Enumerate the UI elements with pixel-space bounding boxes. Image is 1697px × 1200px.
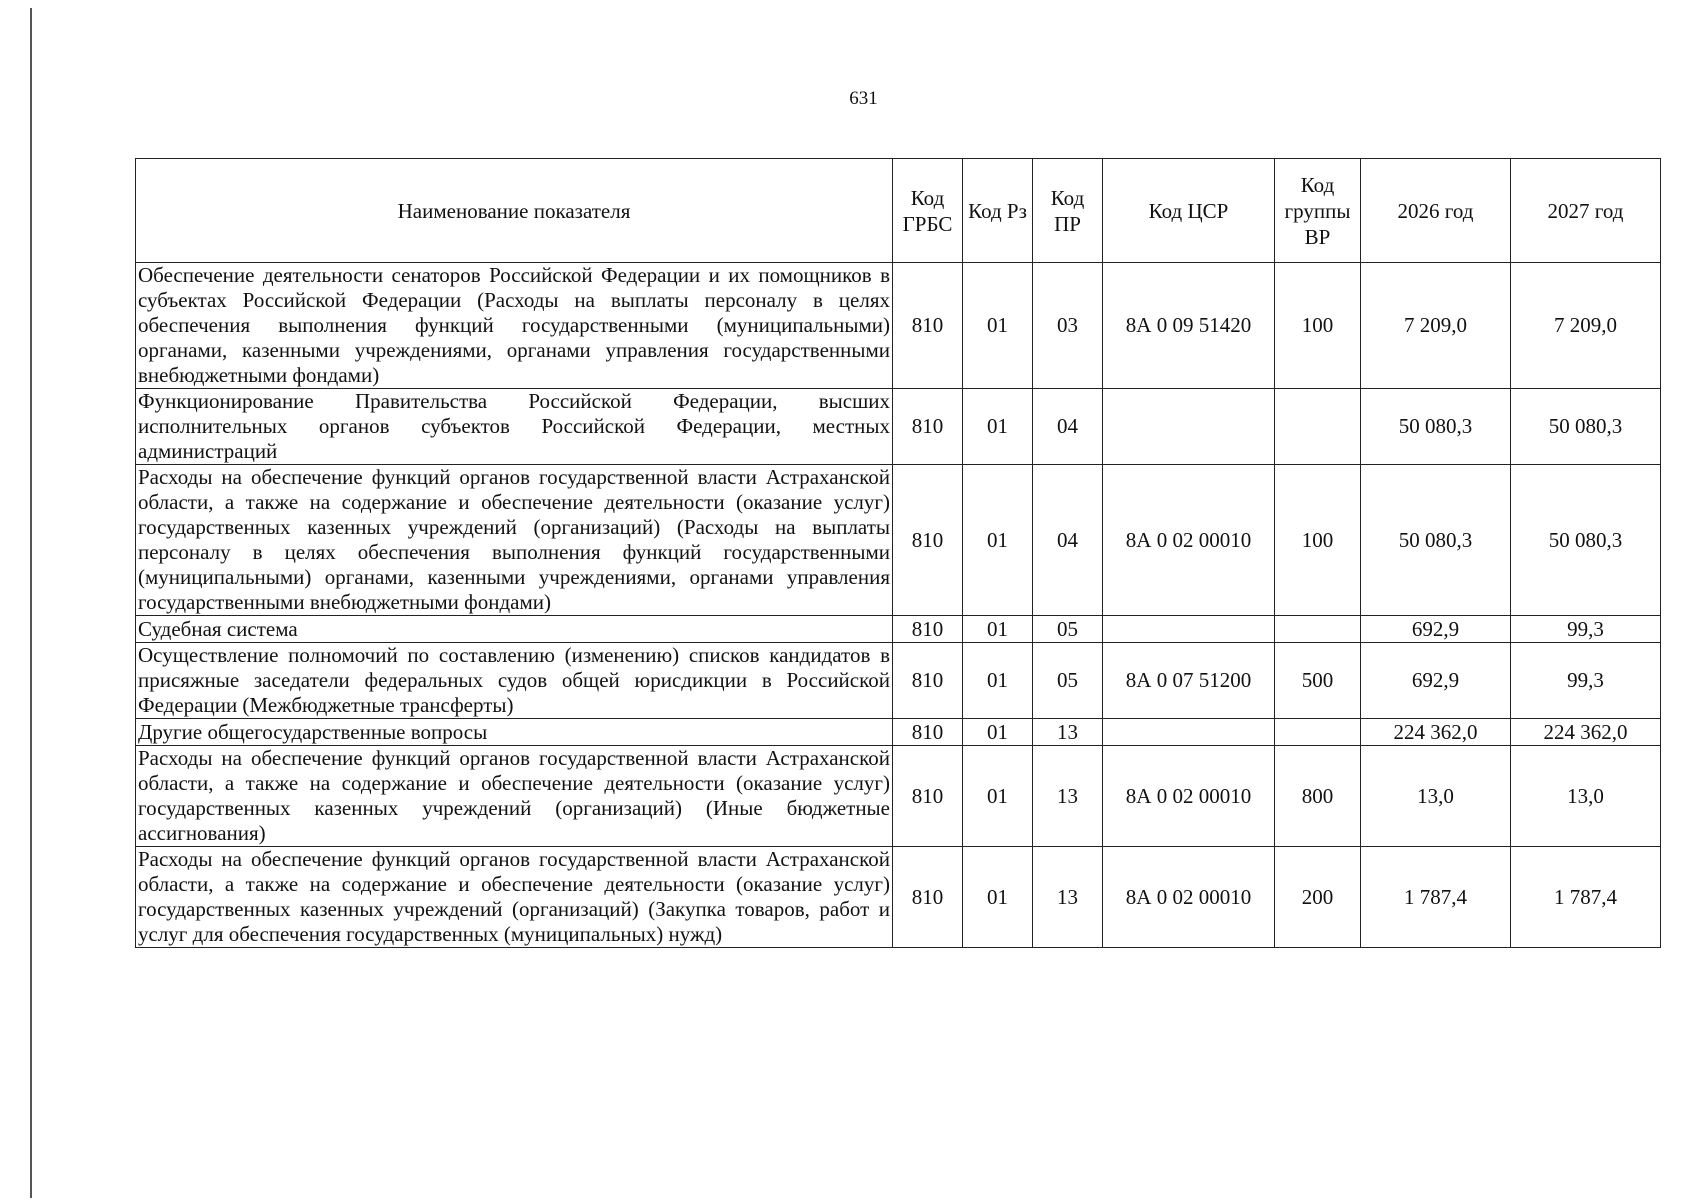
row-rz: 01 [963, 263, 1033, 389]
row-2027: 50 080,3 [1511, 465, 1661, 616]
row-grbs: 810 [893, 643, 963, 719]
row-csr [1103, 389, 1275, 465]
row-vr [1275, 616, 1361, 643]
row-pr: 04 [1033, 389, 1103, 465]
page-number: 631 [849, 88, 878, 109]
row-grbs: 810 [893, 465, 963, 616]
row-pr: 05 [1033, 616, 1103, 643]
row-2026: 50 080,3 [1361, 465, 1511, 616]
row-pr: 05 [1033, 643, 1103, 719]
row-2027: 50 080,3 [1511, 389, 1661, 465]
row-rz: 01 [963, 616, 1033, 643]
row-2026: 7 209,0 [1361, 263, 1511, 389]
header-name: Наименование показателя [136, 159, 893, 263]
row-vr: 100 [1275, 263, 1361, 389]
row-grbs: 810 [893, 847, 963, 948]
row-vr: 200 [1275, 847, 1361, 948]
table-row [136, 465, 1661, 616]
row-2026: 1 787,4 [1361, 847, 1511, 948]
budget-table [135, 158, 1661, 948]
row-grbs: 810 [893, 263, 963, 389]
row-name: Расходы на обеспечение функций органов государственной власти Астраханской области, а также на содержание и обеспечение деятельности (оказание услуг) государственных казенных учреждений (организаций) (Расходы на выплаты персоналу в целях обеспечения выполнения функций государственными (муниципальными) органами, казенными учреждениями, органами управления государственными внебюджетными фондами) [136, 465, 893, 616]
row-name: Судебная система [136, 616, 893, 643]
table-row [136, 616, 1661, 643]
row-name: Другие общегосударственные вопросы [136, 719, 893, 746]
row-rz: 01 [963, 465, 1033, 616]
row-vr: 800 [1275, 746, 1361, 847]
header-row [136, 159, 1661, 263]
row-2026: 50 080,3 [1361, 389, 1511, 465]
row-rz: 01 [963, 389, 1033, 465]
header-2027: 2027 год [1511, 159, 1661, 263]
table-row [136, 746, 1661, 847]
row-csr: 8А 0 02 00010 [1103, 746, 1275, 847]
row-2026: 692,9 [1361, 643, 1511, 719]
row-grbs: 810 [893, 616, 963, 643]
row-grbs: 810 [893, 719, 963, 746]
row-csr [1103, 719, 1275, 746]
row-2027: 224 362,0 [1511, 719, 1661, 746]
table-row [136, 643, 1661, 719]
table-row [136, 263, 1661, 389]
row-rz: 01 [963, 746, 1033, 847]
table-row [136, 389, 1661, 465]
row-pr: 04 [1033, 465, 1103, 616]
row-name: Расходы на обеспечение функций органов государственной власти Астраханской области, а также на содержание и обеспечение деятельности (оказание услуг) государственных казенных учреждений (организаций) (Иные бюджетные ассигнования) [136, 746, 893, 847]
row-csr [1103, 616, 1275, 643]
row-vr: 500 [1275, 643, 1361, 719]
row-grbs: 810 [893, 389, 963, 465]
row-vr [1275, 389, 1361, 465]
row-pr: 13 [1033, 847, 1103, 948]
header-rz: Код Рз [963, 159, 1033, 263]
table-row [136, 719, 1661, 746]
row-csr: 8А 0 02 00010 [1103, 465, 1275, 616]
scan-margin-line [30, 8, 32, 1198]
row-rz: 01 [963, 643, 1033, 719]
row-csr: 8А 0 07 51200 [1103, 643, 1275, 719]
row-2026: 13,0 [1361, 746, 1511, 847]
row-csr: 8А 0 02 00010 [1103, 847, 1275, 948]
row-2026: 692,9 [1361, 616, 1511, 643]
row-name: Обеспечение деятельности сенаторов Российской Федерации и их помощников в субъектах Российской Федерации (Расходы на выплаты персоналу в целях обеспечения выполнения функций государственными (муниципальными) органами, казенными учреждениями, органами управления государственными внебюджетными фондами) [136, 263, 893, 389]
row-name: Расходы на обеспечение функций органов государственной власти Астраханской области, а также на содержание и обеспечение деятельности (оказание услуг) государственных казенных учреждений (организаций) (Закупка товаров, работ и услуг для обеспечения государственных (муниципальных) нужд) [136, 847, 893, 948]
row-2027: 99,3 [1511, 643, 1661, 719]
row-vr: 100 [1275, 465, 1361, 616]
row-vr [1275, 719, 1361, 746]
row-csr: 8А 0 09 51420 [1103, 263, 1275, 389]
row-2027: 1 787,4 [1511, 847, 1661, 948]
header-2026: 2026 год [1361, 159, 1511, 263]
table-row [136, 847, 1661, 948]
row-grbs: 810 [893, 746, 963, 847]
row-pr: 13 [1033, 746, 1103, 847]
row-name: Осуществление полномочий по составлению (изменению) списков кандидатов в присяжные заседатели федеральных судов общей юрисдикции в Российской Федерации (Межбюджетные трансферты) [136, 643, 893, 719]
row-2027: 99,3 [1511, 616, 1661, 643]
row-pr: 03 [1033, 263, 1103, 389]
row-pr: 13 [1033, 719, 1103, 746]
row-name: Функционирование Правительства Российской Федерации, высших исполнительных органов субъектов Российской Федерации, местных администраций [136, 389, 893, 465]
header-vr: Код группы ВР [1275, 159, 1361, 263]
row-2027: 13,0 [1511, 746, 1661, 847]
row-rz: 01 [963, 847, 1033, 948]
row-2027: 7 209,0 [1511, 263, 1661, 389]
header-pr: Код ПР [1033, 159, 1103, 263]
row-rz: 01 [963, 719, 1033, 746]
row-2026: 224 362,0 [1361, 719, 1511, 746]
header-grbs: Код ГРБС [893, 159, 963, 263]
header-csr: Код ЦСР [1103, 159, 1275, 263]
